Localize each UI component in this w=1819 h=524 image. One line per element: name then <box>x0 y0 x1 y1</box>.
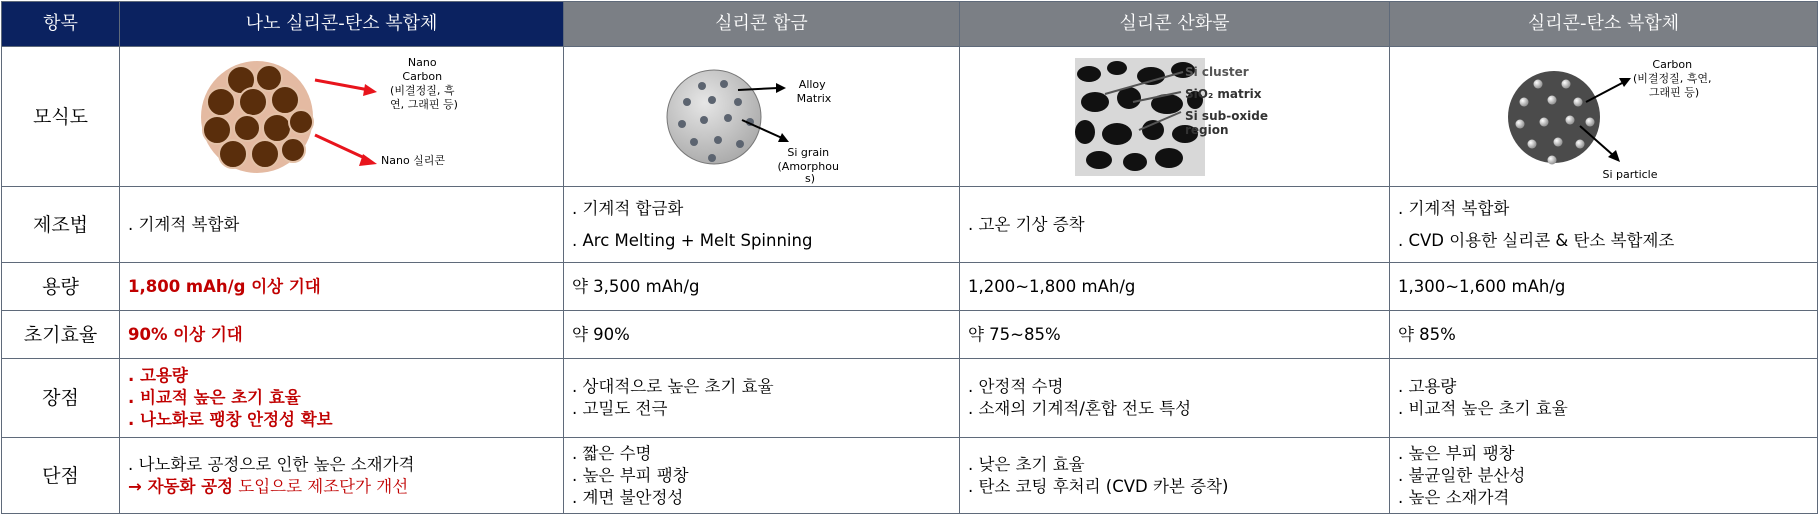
table-cell: . 짧은 수명 . 높은 부피 팽창 . 계면 불안정성 <box>564 438 960 514</box>
svg-text:Si grain (Amorphou: Si grain (Amorphou s) <box>777 145 839 184</box>
table-cell: . 고용량 . 비교적 높은 초기 효율 . 나노화로 팽창 안정성 확보 <box>120 359 564 438</box>
table-cell: . 기계적 복합화 <box>120 187 564 263</box>
svg-text:Alloy Matrix: Alloy Matrix <box>796 77 831 105</box>
table-row <box>2 263 1818 311</box>
sio2-matrix-label: SiO₂ matrix <box>1184 86 1261 101</box>
diagram-row <box>2 47 1818 187</box>
table-cell: 1,800 mAh/g 이상 기대 <box>120 263 564 311</box>
table-cell: 1,300~1,600 mAh/g <box>1390 263 1818 311</box>
table-row <box>2 187 1818 263</box>
table-row <box>2 359 1818 438</box>
row-label: 단점 <box>2 438 120 514</box>
header-si-c: 실리콘-탄소 복합체 <box>1390 2 1818 47</box>
comparison-table <box>1 1 1818 514</box>
table-cell: . 높은 부피 팽창 . 불균일한 분산성 . 높은 소재가격 <box>1390 438 1818 514</box>
row-label: 초기효율 <box>2 311 120 359</box>
table-cell: . 기계적 합금화 . Arc Melting + Melt Spinning <box>564 187 960 263</box>
si-particle-label: Si particle <box>1601 167 1658 181</box>
si-c-schematic <box>1474 50 1734 184</box>
table-cell: 약 3,500 mAh/g <box>564 263 960 311</box>
nano-carbon-label-1: Nano <box>407 55 437 69</box>
header-item: 항목 <box>2 2 120 47</box>
table-cell: . 고온 기상 증착 <box>960 187 1390 263</box>
table-cell: 1,200~1,800 mAh/g <box>960 263 1390 311</box>
diagram-si-c <box>1390 47 1818 187</box>
table-cell: . 상대적으로 높은 초기 효율 . 고밀도 전극 <box>564 359 960 438</box>
nano-si-c-schematic <box>177 50 507 184</box>
si-grain-label: Si grain <box>786 145 829 159</box>
header-row <box>2 2 1818 47</box>
carbon-label: Carbon <box>1651 57 1692 71</box>
row-label: 장점 <box>2 359 120 438</box>
nano-si-label: Nano 실리콘 <box>380 153 445 167</box>
table-cell: 약 75~85% <box>960 311 1390 359</box>
si-alloy-schematic <box>642 50 882 184</box>
table-row <box>2 438 1818 514</box>
table-cell: 90% 이상 기대 <box>120 311 564 359</box>
diagram-si-alloy <box>564 47 960 187</box>
table-cell: . 기계적 복합화 . CVD 이용한 실리콘 & 탄소 복합제조 <box>1390 187 1818 263</box>
table-cell: . 고용량 . 비교적 높은 초기 효율 <box>1390 359 1818 438</box>
row-label-diagram: 모식도 <box>2 47 120 187</box>
si-cluster-label: Si cluster <box>1184 64 1249 79</box>
table-cell: 약 90% <box>564 311 960 359</box>
table-cell: . 나노화로 공정으로 인한 높은 소재가격 → 자동화 공정 도입으로 제조단가 개선 <box>120 438 564 514</box>
diagram-nano-si-c <box>120 47 564 187</box>
header-nano-si-c: 나노 실리콘-탄소 복합체 <box>120 2 564 47</box>
row-label: 용량 <box>2 263 120 311</box>
table-cell: 약 85% <box>1390 311 1818 359</box>
alloy-matrix-label: Alloy <box>798 77 826 91</box>
row-label: 제조법 <box>2 187 120 263</box>
table-cell: . 낮은 초기 효율 . 탄소 코팅 후처리 (CVD 카본 증착) <box>960 438 1390 514</box>
diagram-si-oxide <box>960 47 1390 187</box>
table-cell: . 안정적 수명 . 소재의 기계적/혼합 전도 특성 <box>960 359 1390 438</box>
svg-text:Carbon (비결정질, 흑연,: Carbon (비결정질, 흑연, 그래핀 등) <box>1632 57 1712 99</box>
si-oxide-tem-image <box>1055 54 1295 180</box>
si-suboxide-label: Si sub-oxide <box>1184 108 1268 123</box>
table-row <box>2 311 1818 359</box>
svg-text:Nano Carbon: Nano Carbon (비결정질, 흑 연, 그래핀 등) <box>389 55 458 111</box>
header-si-oxide: 실리콘 산화물 <box>960 2 1390 47</box>
svg-text:Si sub-oxide region: Si sub-oxide region <box>1184 108 1268 137</box>
header-si-alloy: 실리콘 합금 <box>564 2 960 47</box>
